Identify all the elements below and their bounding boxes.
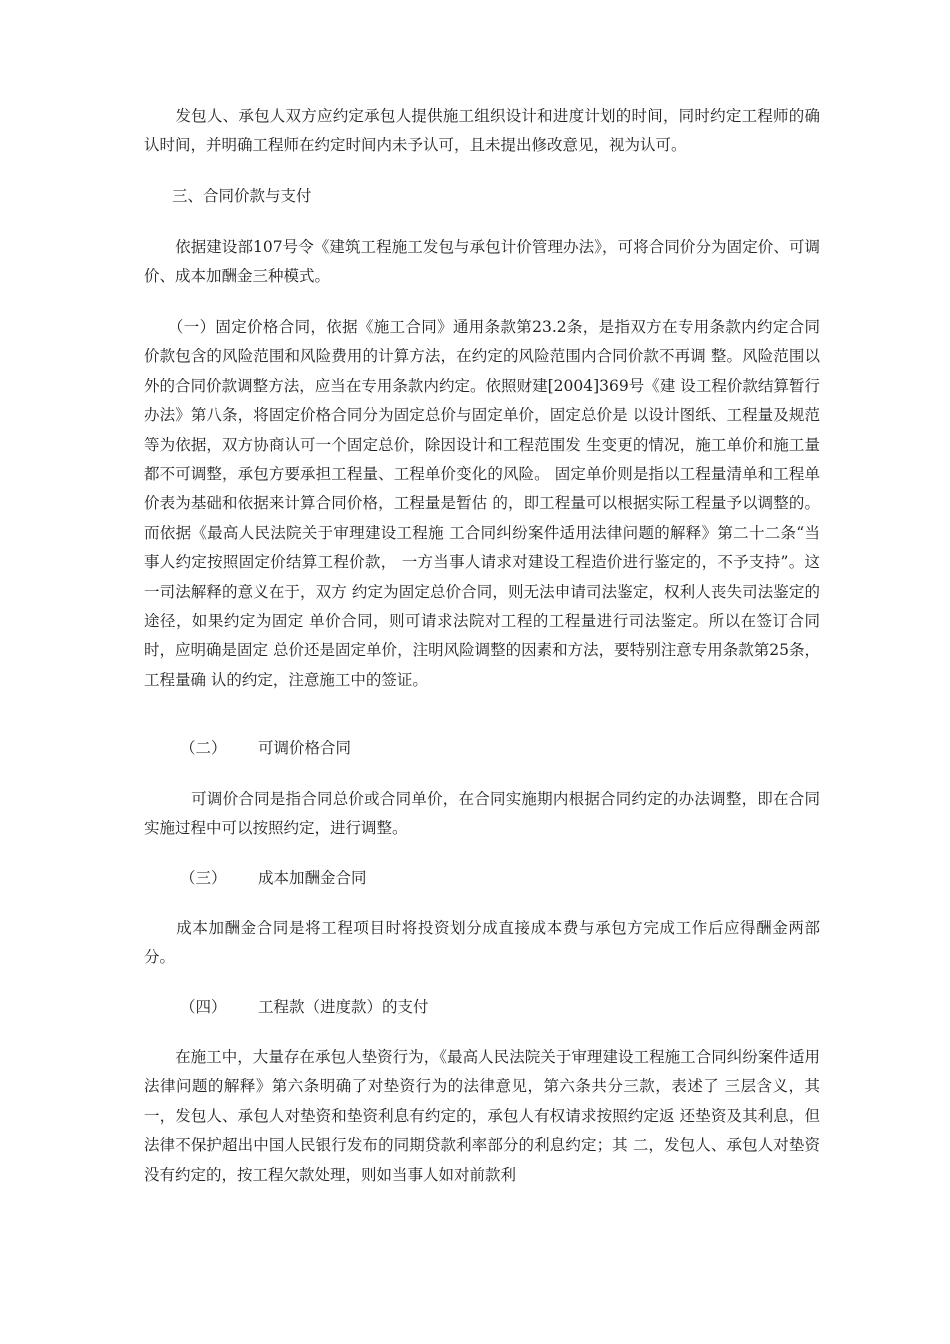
paragraph-advance-payment: 在施工中，大量存在承包人垫资行为，《最高人民法院关于审理建设工程施工合同纠纷案件适用法律问题的解释》第六条明确了对垫资行为的法律意见，第六条共分三款，表述了 三层含义，其一，发包人、承包人对垫资和垫资利息有约定的，承包人有权请求按照约定返 还垫资及其利息，但法律不保护超出中国人民银行发布的同期贷款利率部分的利息约定；其 二，发包人、承包人对垫资没有约定的，按工程欠款处理，则如当事人如对前款利 (144, 1048, 820, 1184)
paragraph-fixed-price-contract: （一）固定价格合同，依据《施工合同》通用条款第23.2条，是指双方在专用条款内约定合同价款包含的风险范围和风险费用的计算方法，在约定的风险范围内合同价款不再调 整。风险范围以外的合同价款调整方法，应当在专用条款内约定。依照财建[2004]369号《建 设工程价款结算暂行办法》第八条，将固定价格合同分为固定总价与固定单价，固定总价是 以设计图纸、工程量及规范等为依据，双方协商认可一个固定总价，除因设计和工程范围发 生变更的情况，施工单价和施工量都不可调整，承包方要承担工程量、工程单价变化的风险。 固定单价则是指以工程量清单和工程单价表为基础和依据来计算合同价格，工程量是暂估 的，即工程量可以根据实际工程量予以调整的。而依据《最高人民法院关于审理建设工程施 工合同纠纷案件适用法律问题的解释》第二十二条“当事人约定按照固定价结算工程价款， 一方当事人请求对建设工程造价进行鉴定的，不予支持”。这一司法解释的意义在于，双方 约定为固定总价合同，则无法申请司法鉴定，权利人丧失司法鉴定的途径，如果约定为固定 单价合同，则可请求法院对工程的工程量进行司法鉴定。所以在签订合同时，应明确是固定 总价还是固定单价，注明风险调整的因素和方法，要特别注意专用条款第25条，工程量确 认的约定，注意施工中的签证。 (144, 318, 820, 689)
paragraph-schedule-confirmation: 发包人、承包人双方应约定承包人提供施工组织设计和进度计划的时间，同时约定工程师的确认时间，并明确工程师在约定时间内未予认可，且未提出修改意见，视为认可。 (144, 107, 820, 155)
subheading-number: （三） (180, 869, 227, 887)
paragraph-adjustable-price: 可调价合同是指合同总价或合同单价，在合同实施期内根据合同约定的办法调整，即在合同实施过程中可以按照约定，进行调整。 (144, 790, 820, 838)
subheading-title: 工程款（进度款）的支付 (258, 998, 429, 1016)
section-heading-contract-price: 三、合同价款与支付 (172, 187, 312, 205)
subheading-number: （四） (180, 998, 227, 1016)
subheading-title: 成本加酬金合同 (258, 869, 367, 887)
paragraph-price-modes: 依据建设部107号令《建筑工程施工发包与承包计价管理办法》，可将合同价分为固定价、可调价、成本加酬金三种模式。 (144, 238, 820, 286)
subheading-number: （二） (180, 739, 227, 757)
subheading-title: 可调价格合同 (258, 739, 352, 757)
paragraph-cost-plus: 成本加酬金合同是将工程项目时将投资划分成直接成本费与承包方完成工作后应得酬金两部分。 (144, 919, 820, 967)
